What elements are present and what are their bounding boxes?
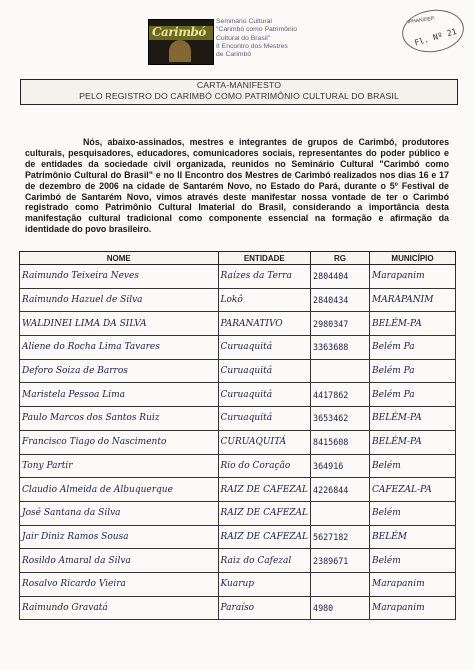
cell-rg <box>311 572 370 596</box>
cell-municipio: Marapanim <box>370 265 456 289</box>
cell-entidade: Paraíso <box>218 596 311 620</box>
cell-entidade: RAIZ DE CAFEZAL <box>218 501 311 525</box>
cell-nome: Raimundo Hazuel de Silva <box>20 288 219 312</box>
seminar-line: Cultural do Brasil" <box>216 34 271 42</box>
table-row <box>20 359 456 383</box>
cell-municipio: Marapanim <box>370 596 456 620</box>
cell-municipio: Belém <box>370 501 456 525</box>
cell-nome: Rosildo Amaral da Silva <box>20 549 219 573</box>
signature-table <box>19 251 456 620</box>
cell-nome: Francisco Tiago do Nascimento <box>20 430 219 454</box>
seminar-line: Seminário Cultural <box>216 18 272 25</box>
cell-nome: Maristela Pessoa Lima <box>20 383 219 407</box>
table-row <box>20 336 456 360</box>
cell-municipio: BELÉM-PA <box>370 407 456 431</box>
seminar-info <box>216 18 356 59</box>
cell-entidade: Curuaquitá <box>218 407 311 431</box>
cell-municipio: Belém <box>370 549 456 573</box>
table-row <box>20 383 456 407</box>
cell-entidade: RAIZ DE CAFEZAL <box>218 478 311 502</box>
cell-rg: 4980 <box>311 596 370 620</box>
cell-municipio: Belém Pa <box>370 336 456 360</box>
cell-municipio: MARAPANIM <box>370 288 456 312</box>
cell-entidade: Raiz do Cafezal <box>218 549 311 573</box>
title-line-1: CARTA-MANIFESTO <box>196 80 282 90</box>
title-box <box>20 79 458 105</box>
archive-stamp <box>399 6 466 56</box>
cell-rg: 3363688 <box>311 336 370 360</box>
cell-rg: 4417862 <box>311 383 370 407</box>
cell-entidade: Curuaquitá <box>218 359 311 383</box>
table-body <box>20 265 456 620</box>
cell-rg: 2389671 <box>311 549 370 573</box>
table-row <box>20 501 456 525</box>
cell-entidade: Lokô <box>218 288 311 312</box>
cell-rg: 3653462 <box>311 407 370 431</box>
header-municipio: MUNICÍPIO <box>370 252 456 265</box>
table-row <box>20 265 456 289</box>
title-line-2: PELO REGISTRO DO CARIMBÓ COMO PATRIMÔNIO CULTURAL DO BRASIL <box>79 91 399 101</box>
table-row <box>20 525 456 549</box>
intro-paragraph: Nós, abaixo-assinados, mestres e integrantes de grupos de Carimbó, produtores culturais, pesquisadores, educadores, comunicadores sociais, representantes do poder público e de entidades da sociedade civil organizada, reunidos no Seminário Cultural "Carimbó como Patrimônio Cultural do Brasil" e no II Encontro dos Mestres de Carimbó realizados nos dias 16 e 17 de dezembro de 2006 na cidade de Santarém Novo, no Estado do Pará, durante o 5º Festival de Carimbó de Santarém Novo, vimos através deste manifestar nossa vontade de ter o Carimbó registrado como Patrimônio Cultural Imaterial do Brasil, considerando a importância desta manifestação cultural tradicional como componente essencial na formação e afirmação da identidade do povo brasileiro. <box>25 137 449 235</box>
stamp-number: Fl. Nº 21 <box>413 26 458 48</box>
cell-entidade: Raízes da Terra <box>218 265 311 289</box>
cell-rg: 2840434 <box>311 288 370 312</box>
cell-municipio: Belém Pa <box>370 383 456 407</box>
cell-rg: 2804404 <box>311 265 370 289</box>
seminar-line: de Carimbó <box>216 51 252 59</box>
cell-rg: 2980347 <box>311 312 370 336</box>
table-row <box>20 407 456 431</box>
cell-municipio: Belém Pa <box>370 359 456 383</box>
table-row <box>20 430 456 454</box>
cell-rg: 5627182 <box>311 525 370 549</box>
cell-nome: José Santana da Silva <box>20 501 219 525</box>
cell-entidade: Kuarup <box>218 572 311 596</box>
table-row <box>20 478 456 502</box>
seminar-line: II Encontro dos Mestres <box>216 42 288 50</box>
cell-entidade: Rio do Coração <box>218 454 311 478</box>
header-nome: NOME <box>20 252 219 265</box>
cell-entidade: CURUAQUITÁ <box>218 430 311 454</box>
cell-municipio: BELÉM <box>370 525 456 549</box>
table-row <box>20 596 456 620</box>
cell-rg: 364916 <box>311 454 370 478</box>
table-header-row <box>20 252 456 265</box>
cell-nome: Aliene do Rocha Lima Tavares <box>20 336 219 360</box>
cell-rg <box>311 359 370 383</box>
cell-entidade: RAIZ DE CAFEZAL <box>218 525 311 549</box>
cell-municipio: CAFEZAL-PA <box>370 478 456 502</box>
cell-municipio: BELÉM-PA <box>370 430 456 454</box>
cell-nome: Tony Partir <box>20 454 219 478</box>
table-row <box>20 549 456 573</box>
cell-nome: Jair Diniz Ramos Sousa <box>20 525 219 549</box>
cell-nome: WALDINEI LIMA DA SILVA <box>20 312 219 336</box>
header-entidade: ENTIDADE <box>218 252 311 265</box>
cell-municipio: BELÉM-PA <box>370 312 456 336</box>
cell-rg <box>311 501 370 525</box>
cell-municipio: Belém <box>370 454 456 478</box>
cell-nome: Deforo Soiza de Barros <box>20 359 219 383</box>
cell-rg: 4226844 <box>311 478 370 502</box>
table-row <box>20 288 456 312</box>
cell-nome: Claudio Almeida de Albuquerque <box>20 478 219 502</box>
table-row <box>20 572 456 596</box>
cell-rg: 8415608 <box>311 430 370 454</box>
cell-nome: Paulo Marcos dos Santos Ruiz <box>20 407 219 431</box>
table-row <box>20 312 456 336</box>
table-row <box>20 454 456 478</box>
cell-nome: Raimundo Gravatá <box>20 596 219 620</box>
stamp-text: IPHAN/DEP <box>407 15 435 26</box>
cell-municipio: Marapanim <box>370 572 456 596</box>
cell-entidade: Curuaquitá <box>218 336 311 360</box>
logo-figure-icon <box>169 40 191 62</box>
cell-entidade: PARANATIVO <box>218 312 311 336</box>
cell-nome: Raimundo Teixeira Neves <box>20 265 219 289</box>
header-rg: RG <box>311 252 370 265</box>
seminar-logo <box>148 19 214 65</box>
cell-nome: Rosalvo Ricardo Vieira <box>20 572 219 596</box>
cell-entidade: Curuaquitá <box>218 383 311 407</box>
seminar-line: "Carimbó como Patrimônio <box>216 26 297 34</box>
logo-word: Carimbó <box>152 25 206 39</box>
